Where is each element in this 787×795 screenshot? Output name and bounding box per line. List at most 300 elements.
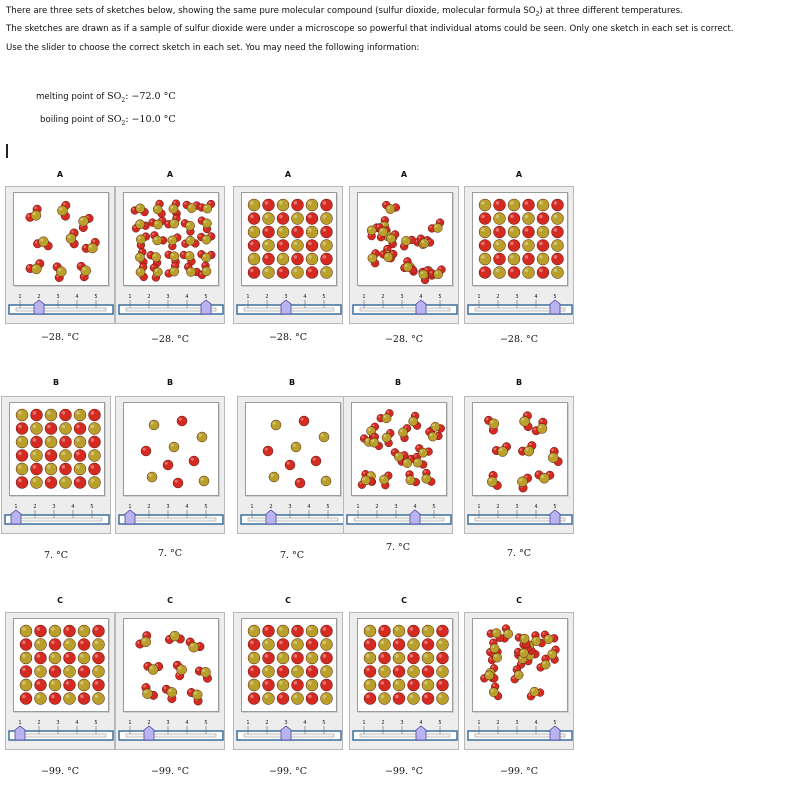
oxygen-atom [93,625,105,637]
sulfur-atom [148,665,158,675]
atom-highlight [539,228,543,232]
oxygen-atom [393,666,405,678]
oxygen-atom [263,625,275,637]
oxygen-atom [292,226,304,238]
atom-highlight [504,444,507,447]
sketch-card[interactable] [464,396,574,534]
atom-highlight [33,479,37,483]
atom-highlight [396,454,399,457]
sketch-slider[interactable] [6,717,116,747]
sketch-card[interactable] [233,186,343,324]
atom-highlight [382,218,384,220]
molecule-drawing [358,193,452,285]
sulfur-atom [78,652,90,664]
sulfur-atom [202,235,211,244]
molecule-sketch [123,192,219,286]
sulfur-atom [494,213,506,225]
atom-highlight [137,205,140,208]
slider-tick-label: 2 [375,504,379,510]
sulfur-atom [177,665,187,675]
slider-tick-label: 4 [534,504,538,510]
slider-graphic[interactable] [2,501,112,531]
slider-thumb[interactable] [416,300,426,314]
sketch-slider[interactable] [350,717,460,747]
atom-highlight [404,460,407,463]
atom-highlight [152,233,154,235]
slider-tick-label: 3 [288,504,292,510]
sulfur-atom [271,420,281,430]
atom-highlight [143,639,146,642]
atom-highlight [366,681,370,685]
slider-tick-label: 5 [204,720,208,726]
temperature-label: −28. °C [499,334,539,345]
slider-tick-label: 4 [185,504,189,510]
atom-highlight [51,627,55,631]
atom-highlight [33,266,36,269]
atom-highlight [439,654,443,658]
sketch-card[interactable] [349,186,459,324]
sketch-card[interactable] [1,396,111,534]
atom-highlight [250,641,254,645]
sketch-card[interactable] [343,396,453,534]
atom-highlight [265,681,269,685]
molecule-sketch [351,402,447,496]
atom-highlight [51,654,55,658]
atom-highlight [173,201,175,203]
sulfur-atom [552,240,564,252]
oxygen-atom [292,199,304,211]
atom-highlight [366,439,369,442]
sketch-card[interactable] [464,612,574,750]
sulfur-atom [409,417,418,426]
sulfur-atom [537,423,547,433]
slider-tick-label: 4 [185,294,189,300]
slider-graphic[interactable] [6,291,116,321]
sulfur-atom [31,477,43,489]
sulfur-atom [524,446,534,456]
slider-tick-label: 5 [553,720,557,726]
slider-thumb[interactable] [416,726,426,740]
slider-thumb[interactable] [550,300,560,314]
atom-highlight [175,480,178,483]
atom-highlight [405,259,407,261]
molecule-drawing [352,403,446,495]
slider-tick-label: 2 [381,294,385,300]
atom-highlight [494,655,497,658]
atom-highlight [410,695,414,699]
atom-highlight [525,215,529,219]
atom-highlight [71,230,74,233]
molecule-drawing [246,403,340,495]
atom-highlight [265,215,269,219]
sketch-card[interactable] [5,186,115,324]
slider-tick-label: 2 [33,504,37,510]
atom-highlight [91,438,95,442]
oxygen-atom [31,436,43,448]
molecule-sketch [9,402,105,496]
atom-highlight [525,228,529,232]
atom-highlight [421,240,424,243]
atom-highlight [424,654,428,658]
slider-graphic[interactable] [465,717,575,747]
instruction-line-2: The sketches are drawn as if a sample of sulfur dioxide were under a microscope so powerful that individual atoms could be seen. Only one sketch in each set is correct. [6,23,734,34]
slider-thumb[interactable] [281,726,291,740]
slider-tick-label: 4 [534,294,538,300]
slider-graphic[interactable] [6,717,116,747]
atom-highlight [439,695,443,699]
slider-thumb[interactable] [266,510,276,524]
atom-highlight [22,668,26,672]
sketch-card[interactable] [115,396,225,534]
set-label: B [394,378,402,387]
atom-highlight [175,662,178,665]
atom-highlight [491,666,493,668]
sulfur-atom [135,253,144,262]
atom-highlight [366,695,370,699]
sulfur-atom [485,671,494,680]
sulfur-atom [398,428,407,437]
oxygen-atom [494,199,506,211]
sketch-card[interactable] [115,612,225,750]
oxygen-atom [321,253,333,265]
atom-highlight [279,641,283,645]
atom-highlight [149,474,152,477]
atom-highlight [33,425,37,429]
atom-highlight [265,641,269,645]
slider-tick-label: 1 [246,294,250,300]
slider-groove [248,518,338,521]
sulfur-atom [537,253,549,265]
slider-thumb[interactable] [15,726,25,740]
atom-highlight [294,269,298,273]
oxygen-atom [379,679,391,691]
atom-highlight [171,221,174,224]
atom-highlight [66,641,70,645]
sulfur-atom [368,254,377,263]
slider-graphic[interactable] [238,501,348,531]
atom-highlight [481,215,485,219]
slider-graphic[interactable] [116,717,226,747]
sulfur-atom [422,679,434,691]
sulfur-atom [31,264,41,274]
atom-highlight [279,269,283,273]
atom-highlight [187,238,190,241]
sulfur-atom [60,450,72,462]
atom-highlight [279,668,283,672]
atom-highlight [392,450,394,452]
oxygen-atom [248,267,260,279]
atom-highlight [18,465,22,469]
atom-highlight [144,690,147,693]
slider-thumb[interactable] [11,510,21,524]
atom-highlight [503,626,505,628]
atom-highlight [171,269,174,272]
sketch-slider[interactable] [238,501,348,531]
sulfur-atom [263,693,275,705]
sulfur-atom [136,268,145,277]
slider-thumb[interactable] [410,510,420,524]
sulfur-atom [419,270,428,279]
slider-graphic[interactable] [234,291,344,321]
sketch-slider[interactable] [465,501,575,531]
sulfur-atom [248,199,260,211]
oxygen-atom [177,416,187,426]
oxygen-atom [45,477,57,489]
sulfur-atom [437,693,449,705]
oxygen-atom [299,416,309,426]
sketch-slider[interactable] [465,717,575,747]
sketch-card[interactable] [115,186,225,324]
molecule-sketch [241,618,337,712]
atom-highlight [199,272,201,274]
oxygen-atom [277,240,289,252]
sketch-card[interactable] [5,612,115,750]
oxygen-atom [295,478,305,488]
atom-highlight [366,668,370,672]
sulfur-atom [394,452,403,461]
oxygen-atom [321,226,333,238]
molecule-drawing [124,619,218,711]
sulfur-atom [49,679,61,691]
sulfur-atom [321,267,333,279]
atom-highlight [151,422,154,425]
sulfur-atom [93,693,105,705]
oxygen-atom [537,213,549,225]
sulfur-atom [433,223,442,232]
atom-highlight [62,411,66,415]
slider-tick-label: 1 [128,720,132,726]
slider-thumb[interactable] [201,300,211,314]
atom-highlight [22,654,26,658]
atom-highlight [395,654,399,658]
slider-groove [16,734,106,737]
oxygen-atom [292,253,304,265]
sketch-slider[interactable] [116,501,226,531]
atom-highlight [531,689,534,692]
sulfur-atom [292,666,304,678]
sulfur-atom [382,414,391,423]
atom-highlight [155,222,158,225]
slider-tick-label: 4 [307,504,311,510]
atom-highlight [204,220,207,223]
oxygen-atom [306,267,318,279]
atom-highlight [323,228,327,232]
sulfur-atom [20,625,32,637]
atom-highlight [293,444,296,447]
atom-highlight [51,681,55,685]
atom-highlight [486,418,489,421]
sulfur-atom [35,639,47,651]
atom-highlight [543,656,545,658]
oxygen-atom [20,666,32,678]
slider-graphic[interactable] [344,501,454,531]
sulfur-atom [201,667,211,677]
oxygen-atom [35,625,47,637]
atom-highlight [543,662,546,665]
instructions [6,6,781,58]
oxygen-atom [523,253,535,265]
atom-highlight [294,242,298,246]
sulfur-atom [16,409,28,421]
slider-thumb[interactable] [281,300,291,314]
atom-highlight [519,478,522,481]
slider-graphic[interactable] [116,501,226,531]
sulfur-atom [185,221,194,230]
atom-highlight [189,205,192,208]
atom-highlight [271,474,274,477]
sulfur-atom [393,679,405,691]
atom-highlight [59,207,62,210]
oxygen-atom [89,436,101,448]
atom-highlight [157,201,159,203]
sulfur-atom [292,639,304,651]
atom-highlight [410,654,414,658]
sulfur-atom [493,653,502,662]
slider-thumb[interactable] [550,510,560,524]
atom-highlight [76,438,80,442]
atom-highlight [542,632,544,634]
slider-graphic[interactable] [234,717,344,747]
sketch-slider[interactable] [2,501,112,531]
slider-graphic[interactable] [465,501,575,531]
sulfur-atom [169,204,178,213]
atom-highlight [199,434,202,437]
atom-highlight [203,237,206,240]
sulfur-atom [64,666,76,678]
sketch-card[interactable] [464,186,574,324]
atom-highlight [191,458,194,461]
slider-tick-label: 2 [37,720,41,726]
atom-highlight [279,242,283,246]
slider-tick-label: 5 [438,720,442,726]
sulfur-atom [552,213,564,225]
sulfur-atom [487,477,497,487]
atom-highlight [187,639,190,642]
slider-thumb[interactable] [550,726,560,740]
atom-highlight [371,440,374,443]
slider-graphic[interactable] [465,291,575,321]
oxygen-atom [31,463,43,475]
sulfur-atom [508,226,520,238]
sulfur-atom [306,679,318,691]
molecule-sketch [123,402,219,496]
atom-highlight [413,413,415,415]
boiling-point-info: boiling point of $SO_2$: −10.0 °C [40,114,176,127]
molecule-sketch [123,618,219,712]
atom-highlight [186,264,188,266]
oxygen-atom [523,199,535,211]
sketch-slider[interactable] [234,291,344,321]
atom-highlight [410,418,413,421]
atom-highlight [407,477,410,480]
atom-highlight [529,443,532,446]
slider-thumb[interactable] [125,510,135,524]
atom-highlight [250,215,254,219]
sketch-slider[interactable] [344,501,454,531]
atom-highlight [22,641,26,645]
sulfur-atom [263,666,275,678]
sulfur-atom [544,635,553,644]
sulfur-atom [20,679,32,691]
atom-highlight [294,215,298,219]
oxygen-atom [306,213,318,225]
atom-highlight [202,669,205,672]
atom-highlight [265,242,269,246]
sketch-card[interactable] [237,396,347,534]
oxygen-atom [35,679,47,691]
atom-highlight [137,221,140,224]
sulfur-atom [498,447,508,457]
atom-highlight [323,681,327,685]
atom-highlight [78,264,81,267]
sulfur-atom [386,204,395,213]
slider-tick-label: 4 [71,504,75,510]
oxygen-atom [479,240,491,252]
atom-highlight [381,252,383,254]
atom-highlight [512,677,514,679]
atom-highlight [137,254,140,257]
oxygen-atom [379,652,391,664]
atom-highlight [427,429,429,431]
sulfur-atom [403,262,412,271]
atom-highlight [279,681,283,685]
sulfur-atom [321,213,333,225]
atom-highlight [194,692,197,695]
oxygen-atom [479,267,491,279]
oxygen-atom [364,639,376,651]
oxygen-atom [422,639,434,651]
atom-highlight [439,627,443,631]
sulfur-atom [78,679,90,691]
sulfur-atom [38,237,48,247]
slider-thumb[interactable] [144,726,154,740]
atom-highlight [27,266,30,269]
sketch-slider[interactable] [234,717,344,747]
atom-highlight [66,681,70,685]
atom-highlight [182,221,184,223]
slider-tick-label: 5 [204,294,208,300]
slider-thumb[interactable] [34,300,44,314]
atom-highlight [250,242,254,246]
atom-highlight [203,255,206,258]
slider-graphic[interactable] [116,291,226,321]
slider-graphic[interactable] [350,291,460,321]
molecule-drawing [14,193,108,285]
sulfur-atom [202,267,211,276]
atom-highlight [323,654,327,658]
temperature-label: 7. °C [157,548,183,559]
sketch-slider[interactable] [116,291,226,321]
atom-highlight [494,630,497,633]
atom-highlight [424,681,428,685]
sketch-slider[interactable] [350,291,460,321]
atom-highlight [171,444,174,447]
atom-highlight [510,255,514,259]
sketch-card[interactable] [349,612,459,750]
atom-highlight [138,236,141,239]
slider-tick-label: 1 [18,720,22,726]
sketch-slider[interactable] [116,717,226,747]
sulfur-atom [93,666,105,678]
atom-highlight [420,450,423,453]
sketch-slider[interactable] [6,291,116,321]
atom-highlight [33,438,37,442]
atom-highlight [538,665,540,667]
slider-graphic[interactable] [350,717,460,747]
sketch-card[interactable] [233,612,343,750]
atom-highlight [489,478,492,481]
sketch-slider[interactable] [465,291,575,321]
